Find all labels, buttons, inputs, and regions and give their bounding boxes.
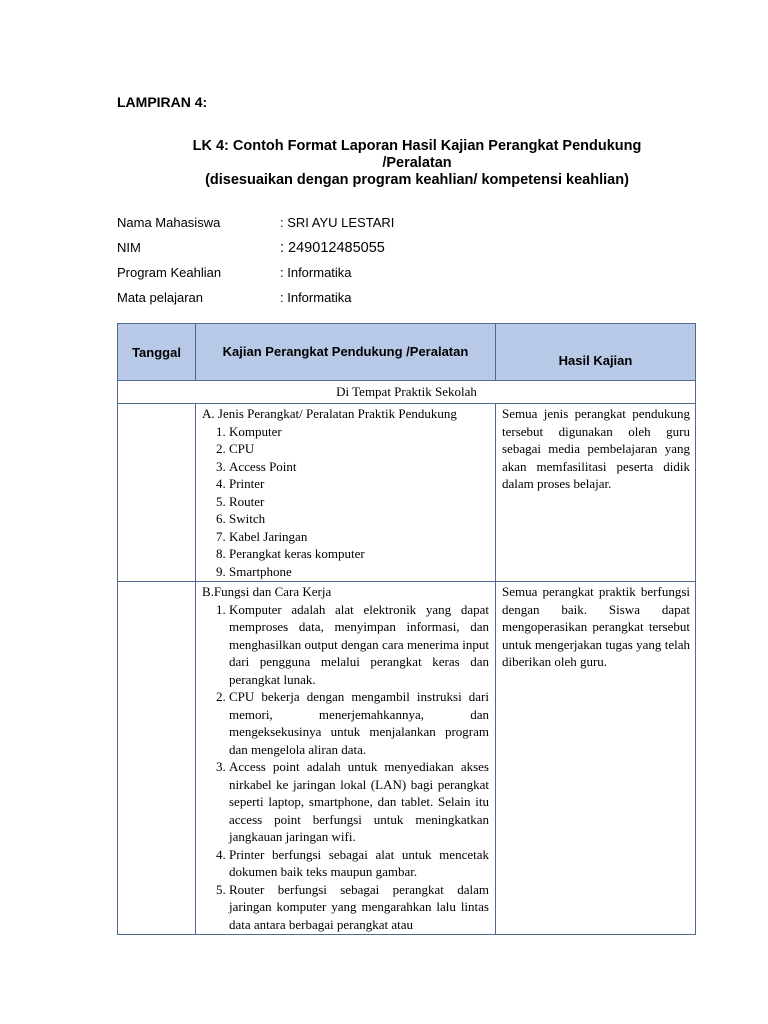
table-row bbox=[118, 404, 696, 582]
meta-row-program bbox=[117, 260, 617, 285]
list-item: 2. CPU bbox=[229, 440, 489, 458]
section-row bbox=[118, 381, 696, 404]
list-item: 6. Switch bbox=[229, 510, 489, 528]
list-item: 5. Router berfungsi sebagai perangkat dalam jaringan komputer yang mengarahkan lalu lintas data antara berbagai perangkat atau bbox=[229, 881, 489, 934]
mapel-label: Mata pelajaran bbox=[117, 290, 203, 305]
meta-row-mapel bbox=[117, 285, 617, 310]
hasil-text-a: Semua jenis perangkat pendukung tersebut digunakan oleh guru sebagai media pembelajaran yang akan memfasilitasi peserta didik dalam proses belajar. bbox=[502, 406, 690, 491]
hasil-cell-b bbox=[496, 582, 696, 935]
list-item: 8. Perangkat keras komputer bbox=[229, 545, 489, 563]
device-list bbox=[202, 423, 489, 581]
title-line-2: /Peralatan bbox=[382, 155, 452, 171]
nim-label: NIM bbox=[117, 240, 141, 255]
list-item: 4. Printer bbox=[229, 475, 489, 493]
function-list bbox=[202, 601, 489, 934]
list-item: 7. Kabel Jaringan bbox=[229, 528, 489, 546]
header-hasil: Hasil Kajian bbox=[496, 324, 696, 381]
student-info bbox=[117, 210, 617, 310]
nim-value: : 249012485055 bbox=[280, 239, 385, 256]
list-item: 3. Access Point bbox=[229, 458, 489, 476]
program-label: Program Keahlian bbox=[117, 265, 222, 280]
meta-row-nama bbox=[117, 210, 617, 235]
kajian-cell-a bbox=[196, 404, 496, 582]
list-item: 1. Komputer adalah alat elektronik yang dapat memproses data, menyimpan informasi, dan menghasilkan output dengan cara menerima input dari pengguna melalui perangkat keras dan perangkat lunak. bbox=[229, 601, 489, 689]
table-row bbox=[118, 582, 696, 935]
row-a-heading: A. Jenis Perangkat/ Peralatan Praktik Pendukung bbox=[202, 406, 457, 421]
row-b-heading: B.Fungsi dan Cara Kerja bbox=[202, 584, 332, 599]
header-tanggal: Tanggal bbox=[118, 324, 196, 381]
nama-value: : SRI AYU LESTARI bbox=[280, 215, 395, 230]
document-title bbox=[117, 138, 717, 189]
list-item: 4. Printer berfungsi sebagai alat untuk mencetak dokumen baik teks maupun gambar. bbox=[229, 846, 489, 881]
list-item: 1. Komputer bbox=[229, 423, 489, 441]
mapel-value: : Informatika bbox=[280, 290, 352, 305]
meta-row-nim bbox=[117, 235, 617, 260]
list-item: 2. CPU bekerja dengan mengambil instruksi dari memori, menerjemahkannya, dan mengeksekusinya untuk menjalankan program dan mengelola aliran data. bbox=[229, 688, 489, 758]
hasil-text-b: Semua perangkat praktik berfungsi dengan baik. Siswa dapat mengoperasikan perangkat tersebut untuk mengerjakan tugas yang telah diberikan oleh guru. bbox=[502, 584, 690, 669]
list-item: 5. Router bbox=[229, 493, 489, 511]
hasil-cell-a bbox=[496, 404, 696, 582]
section-title: Di Tempat Praktik Sekolah bbox=[118, 381, 696, 404]
title-line-1: LK 4: Contoh Format Laporan Hasil Kajian Perangkat Pendukung bbox=[192, 138, 642, 154]
tanggal-cell-b bbox=[118, 582, 196, 935]
kajian-table bbox=[117, 323, 696, 935]
lampiran-heading: LAMPIRAN 4: bbox=[117, 94, 208, 110]
list-item: 9. Smartphone bbox=[229, 563, 489, 581]
title-line-3: (disesuaikan dengan program keahlian/ kompetensi keahlian) bbox=[205, 172, 629, 188]
table-header-row bbox=[118, 324, 696, 381]
program-value: : Informatika bbox=[280, 265, 352, 280]
tanggal-cell-a bbox=[118, 404, 196, 582]
nama-label: Nama Mahasiswa bbox=[117, 215, 221, 230]
kajian-cell-b bbox=[196, 582, 496, 935]
list-item: 3. Access point adalah untuk menyediakan akses nirkabel ke jaringan lokal (LAN) bagi perangkat seperti laptop, smartphone, dan tablet. Selain itu access point berfungsi untuk meningkatkan jangkauan jaringan wifi. bbox=[229, 758, 489, 846]
header-kajian: Kajian Perangkat Pendukung /Peralatan bbox=[196, 324, 496, 381]
